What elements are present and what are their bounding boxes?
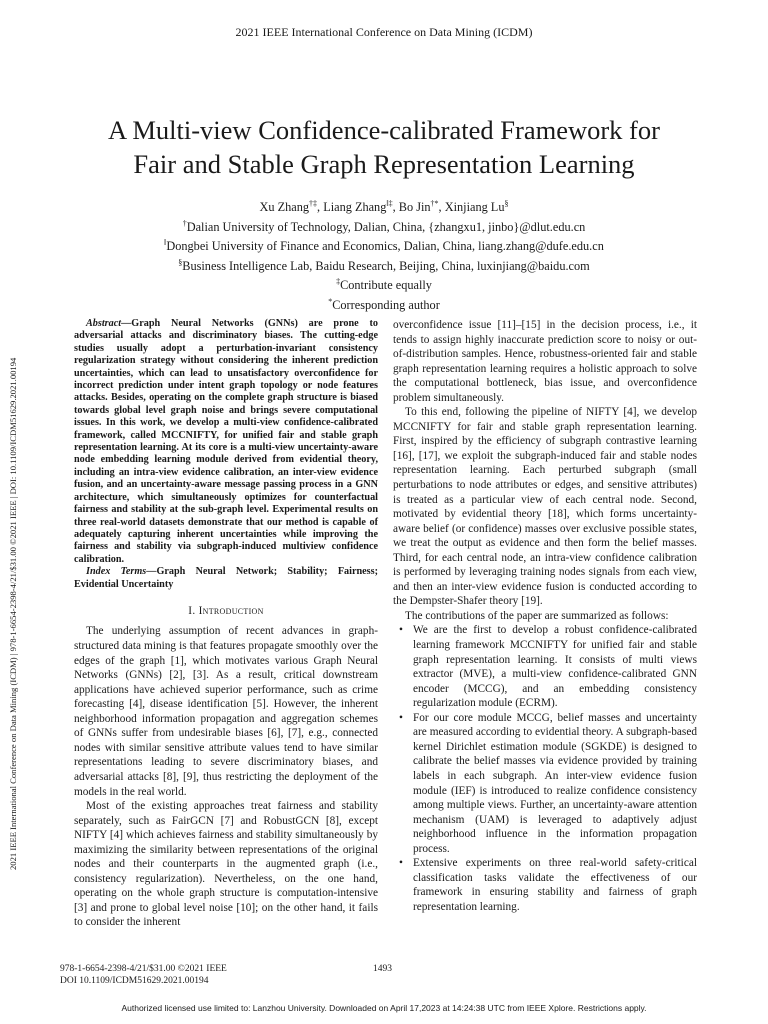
affiliation-line: †Dalian University of Technology, Dalian, China, {zhangxu1, jinbo}@dlut.edu.cn [182,218,586,234]
section-heading: I. Introduction [188,604,264,617]
author-sup: †‡ [309,199,318,208]
author-name: Liang Zhang [323,200,387,215]
footer-isbn: 978-1-6654-2398-4/21/$31.00 ©2021 IEEE [60,964,227,974]
affiliation-line: ‖Dongbei University of Finance and Economics, Dalian, China, liang.zhang@dufe.edu.cn [164,238,604,254]
bullet-icon: • [399,624,403,637]
affiliation-line: ‡Contribute equally [336,277,432,293]
right-column [393,318,697,914]
author-sup: †* [430,199,439,208]
bullet-icon: • [399,711,403,724]
side-copyright-strip: 2021 IEEE International Conference on Data Mining (ICDM) | 978-1-6654-2398-4/21/$31.00 ©2021 IEEE | DOI: 10.1109/ICDM51629.2021.00194 [8,357,18,870]
author-block [60,196,708,314]
body-paragraph: To this end, following the pipeline of NIFTY [4], we develop MCCNIFTY for fair and stable graph representation learning. First, inspired by the efficiency of subgraph contrastive learning [16], [17], we exploit the subgraph-induced fair and stable nodes representation learning. Each perturbed subgraph (small perturbations to node attributes or edges, and sensitive attributes) is treated as a particular view of each central node. Second, motivated by evidential theory [18], which forms uncertainty-aware belief (or confidence) masses over exclusive possible states, we treat the output as evidence and then form the belief masses. Third, for each central node, an intra-view confidence calibration is performed by leveraging training nodes signals from each view, and then an inter-view evidence fusion is conducted according to the Dempster-Shafer theory [19]. [393,406,697,608]
paper-title [40,113,728,181]
author-names: Xu Zhang†‡, Liang Zhang‖‡, Bo Jin†*, Xinjiang Lu§ [259,199,509,215]
index-terms-text: —Graph Neural Network; Stability; Fairness; Evidential Uncertainty [74,566,378,590]
list-item: • We are the first to develop a robust confidence-calibrated learning framework MCCNIFTY for unified fair and stable graph representation learning. It consists of multi views extractor (MVE), a multi-view confidence-calibrated GNN encoder (MCCG), and an embedding consistency regularization module (ECRM). [399,624,697,710]
bullet-icon: • [399,857,403,870]
footer-doi: DOI 10.1109/ICDM51629.2021.00194 [60,975,209,986]
abstract-text: —Graph Neural Networks (GNNs) are prone to adversarial attacks and discriminatory biases. The cutting-edge studies usually adopt a perturbation-invariant consistency regularization strategy without considering the inherent prediction uncertainties, which can lead to unsatisfactory overconfidence for incorrect prediction under intent graph topology or node features attacks. Besides, operating on the complete graph structure is biased towards global level graph noise and brings severe computational issues. In this work, we develop a multi-view confidence-calibrated framework, called MCCNIFTY, for unified fair and stable graph representation learning. At its core is a multi-view uncertainty-aware node embedding learning module derived from evidential theory, including an intra-view evidence calibration, an inter-view evidence fusion, and an uncertainty-aware message passing process in a GNN architecture, which simultaneously optimizes for counterfactual fairness and stability at the sub-graph level. Experimental results on three real-world datasets demonstrate that our method is capable of adequately capturing inherent uncertainties while improving the fairness and stability via subgraph-induced multiview confidence calibration. [74,318,378,565]
conference-header: 2021 IEEE International Conference on Data Mining (ICDM) [235,25,533,39]
author-name: Bo Jin [398,200,431,215]
contribution-list [393,623,697,914]
index-terms-label: Index Terms [86,566,147,578]
body-paragraph: The underlying assumption of recent advances in graph-structured data mining is that features propagate smoothly over the edges of the graph [1], which motivates various Graph Neural Networks (GNNs) [2], [3]. As a result, critical downstream applications have achieved superior performance, such as crime forecasting [4], disease identification [5]. However, the inherent neighborhood information propagation and aggregation schemes of GNNs suffer from undesirable biases [6], [7], e.g., connected nodes with similar sensitive attribute values tend to have similar representations leading to severe discriminatory biases, and adversarial attacks [8], [9], thus restricting the deployment of the models in the real world. [74,625,378,798]
left-column [74,318,378,930]
footer-publication-info [60,964,227,987]
body-paragraph: The contributions of the paper are summarized as follows: [405,609,669,622]
list-item: • Extensive experiments on three real-world safety-critical classification tasks validate the effectiveness of our framework in ensuring stability and fairness of graph representation learning. [399,857,697,913]
author-name: Xu Zhang [259,200,310,215]
author-sup: ‖‡ [386,199,393,208]
body-paragraph: overconfidence issue [11]–[15] in the decision process, i.e., it tends to assign highly inaccurate prediction score to noisy or out-of-distribution samples. Hence, robustness-oriented fair and stable graph representation learning requires a holistic approach to solve the computational bottleneck, bias issue, and overconfidence problem simultaneously. [393,319,697,404]
license-notice: Authorized licensed use limited to: Lanzhou University. Downloaded on April 17,2023 at 14:24:38 UTC from IEEE Xplore. Restrictions apply. [121,1003,647,1013]
author-sup: § [504,199,509,208]
list-item: • For our core module MCCG, belief masses and uncertainty are measured according to evidential theory. A subgraph-based kernel Dirichlet estimation module (SGKDE) is designed to calibrate the belief masses via evidence provided by training labels in each subgraph. An inter-view evidence fusion module (IEF) is introduced to realize confidence consistency among multiple views. Further, an uncertainty-aware attention mechanism (UAM) is leveraged to adaptively adjust neighborhood influence in the information propagation process. [399,711,697,855]
index-terms [74,566,378,591]
author-name: Xinjiang Lu [444,200,505,215]
abstract [74,318,378,566]
abstract-label: Abstract [86,318,122,329]
title-line-2: Fair and Stable Graph Representation Learning [133,149,635,179]
body-paragraph: Most of the existing approaches treat fairness and stability separately, such as FairGCN [7] and RobustGCN [8], except NIFTY [4] which achieves fairness and stability simultaneously by maximizing the similarity between representations of the original nodes and their counterparts in the augmented graph (i.e., consistency regularization). Nevertheless, on the one hand, operating on the whole graph structure is computation-intensive [3] and prone to global level noise [10]; on the other hand, it fails to consider the inherent [74,800,378,929]
title-line-1: A Multi-view Confidence-calibrated Framework for [108,115,660,145]
page-number: 1493 [373,964,392,974]
affiliation-line: *Corresponding author [328,296,440,313]
affiliation-line: §Business Intelligence Lab, Baidu Research, Beijing, China, luxinjiang@baidu.com [178,257,590,273]
